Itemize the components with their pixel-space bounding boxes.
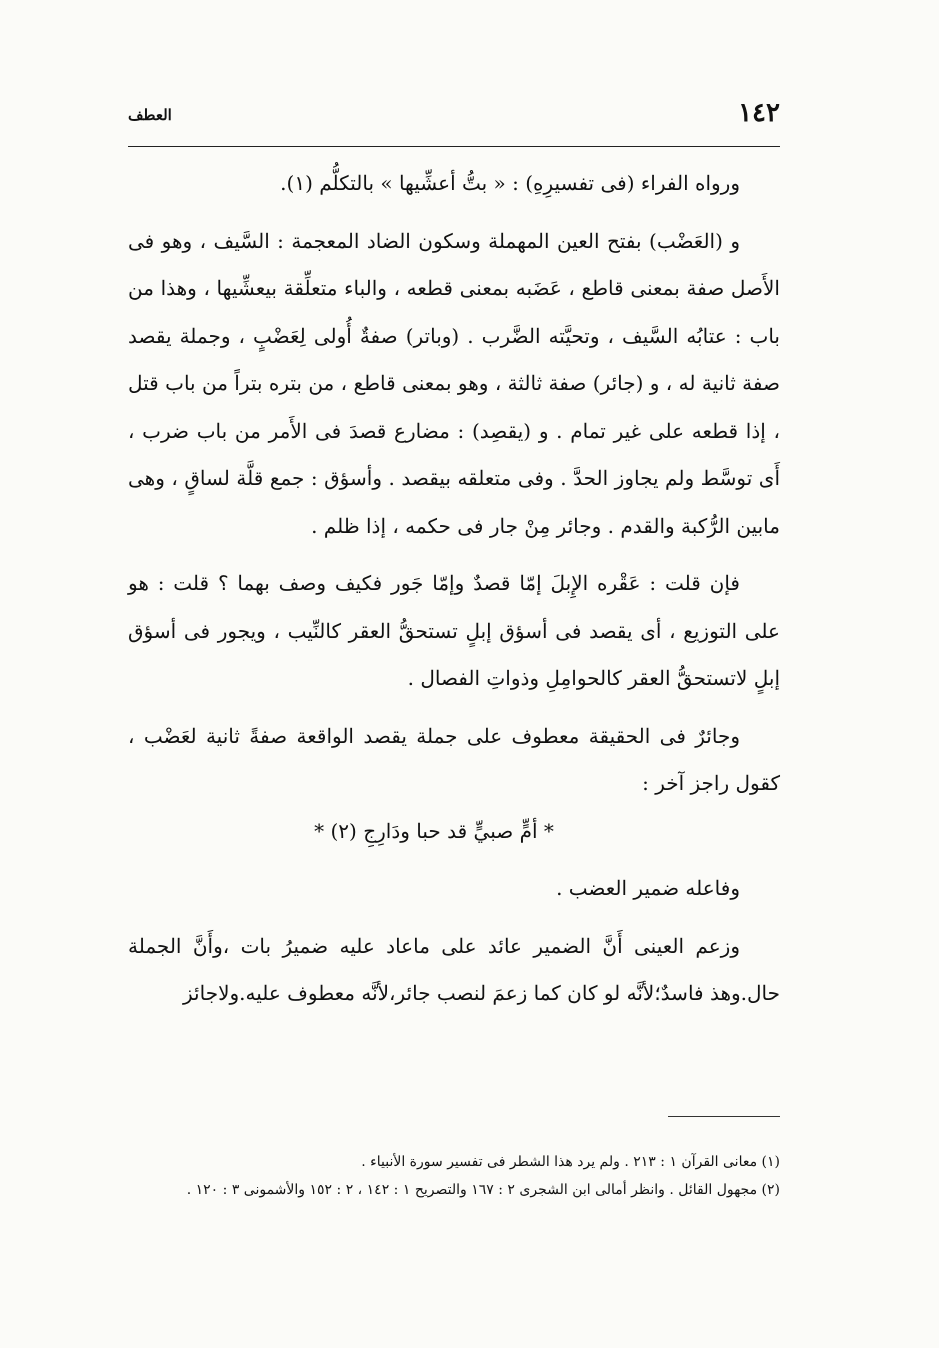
footnote-1: (١) معانى القرآن ١ : ٢١٣ . ولم يرد هذا الشطر فى تفسير سورة الأنبياء . bbox=[361, 1154, 780, 1170]
footnotes bbox=[128, 1148, 780, 1204]
paragraph-2: و (العَضْب) بفتح العين المهملة وسكون الضاد المعجمة : السَّيف ، وهو فى الأَصل صفة بمعنى قاطع ، عَضَبه بمعنى قطعه ، والباء متعلِّقة بيعشِّيها ، وهذا من باب : عتابُه السَّيف ، وتحيَّته الضَّرب . (وباتر) صفةٌ أُولى لِعَضْبٍ ، وجملة يقصد صفة ثانية له ، و (جائر) صفة ثالثة ، وهو بمعنى قاطع ، من بتره بتراً من باب قتل ، إذا قطعه على غير تمام . و (يقصِد) : مضارع قصدَ فى الأَمر من باب ضرب ، أَى توسَّط ولم يجاوز الحدَّ . وفى متعلقه بيقصد . وأسؤق : جمع قلَّة لساقٍ ، وهى مابين الرُّكبة والقدم . وجائر مِنْ جار فى حكمه ، إذا ظلم . bbox=[128, 228, 780, 538]
main-text bbox=[128, 160, 780, 1018]
page-header bbox=[128, 98, 780, 142]
running-title: العطف bbox=[128, 106, 172, 124]
paragraph-6: وزعم العينى أَنَّ الضمير عائد على ماعاد عليه ضميرُ بات ،وأَنَّ الجملة حال.وهذ فاسدٌ؛لأنَّه لو كان كما زعمَ لنصب جائر،لأنَّه معطوف عليه.ولاجائز bbox=[128, 933, 780, 1005]
paragraph-4: وجائرٌ فى الحقيقة معطوف على جملة يقصد الواقعة صفةً ثانية لعَضْب ، كقول راجز آخر : bbox=[128, 723, 780, 795]
page-number: ١٤٢ bbox=[738, 98, 780, 128]
verse-line: * أمٍّ صبيٍّ قد حبا ودَارِجِ (٢) * bbox=[314, 818, 554, 843]
paragraph-3: فإن قلت : عَقْره الإِبلَ إمّا قصدٌ وإمّا جَور فكيف وصف بهما ؟ قلت : هو على التوزيع ، أى يقصد فى أسؤق إبلٍ تستحقُّ العقر كالنِّيب ، ويجور فى أسؤق إبلٍ لاتستحقُّ العقر كالحوامِلِ وذواتِ الفصال . bbox=[128, 571, 780, 690]
paragraph-5: وفاعله ضمير العضب . bbox=[556, 876, 740, 900]
footnote-divider bbox=[668, 1116, 780, 1117]
header-divider bbox=[128, 146, 780, 147]
footnote-2: (٢) مجهول القائل . وانظر أمالى ابن الشجرى ٢ : ١٦٧ والتصريح ١ : ١٤٢ ، ٢ : ١٥٢ والأشمونى ٣ : ١٢٠ . bbox=[186, 1182, 780, 1198]
paragraph-1: ورواه الفراء (فى تفسيرِهِ) : « بتُّ أعشِّيها » بالتكلُّم (١). bbox=[280, 171, 740, 195]
